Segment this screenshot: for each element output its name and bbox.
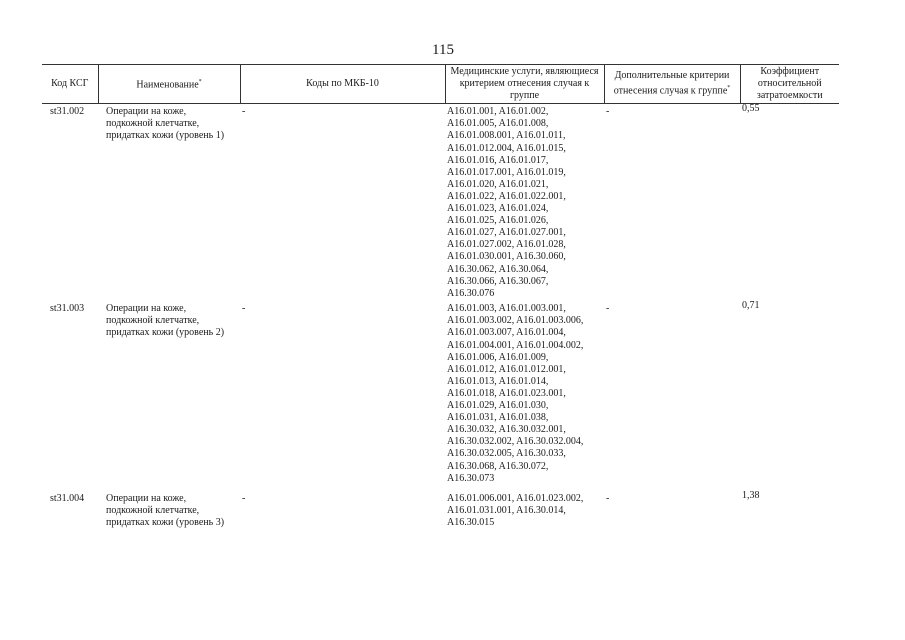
- mkb-codes: -: [242, 106, 246, 118]
- ksg-code: st31.004: [50, 493, 85, 505]
- header-medical-services: Медицинские услуги, являющиеся критерием отнесения случая к группе: [445, 65, 604, 104]
- footnote-mark: *: [727, 85, 731, 92]
- coefficient: 0,71: [742, 300, 760, 312]
- footnote-mark: *: [198, 79, 202, 86]
- ksg-name: Операции на коже, подкожной клетчатке, придатках кожи (уровень 2): [106, 303, 225, 339]
- header-name: Наименование*: [98, 65, 240, 104]
- table-row: [42, 301, 839, 491]
- mkb-codes: -: [242, 303, 246, 315]
- ksg-code: st31.003: [50, 303, 85, 315]
- ksg-code: st31.002: [50, 106, 85, 118]
- header-coefficient: Коэффициент относительной затратоемкости: [740, 65, 839, 104]
- additional-criteria: -: [606, 106, 610, 118]
- medical-services: A16.01.003, A16.01.003.001, A16.01.003.002, A16.01.003.006, A16.01.003.007, A16.01.004, A16.01.004.001, A16.01.004.002, A16.01.006, A16.01.009, A16.01.012, A16.01.012.001, A16.01.013, A16.01.014, A16.01.018, A16.01.023.001, A16.01.029, A16.01.030, A16.01.031, A16.01.038, A16.30.032, A16.30.032.001, A16.30.032.002, A16.30.032.004, A16.30.032.005, A16.30.033, A16.30.068, A16.30.072, A16.30.073: [447, 303, 584, 484]
- medical-services: A16.01.001, A16.01.002, A16.01.005, A16.01.008, A16.01.008.001, A16.01.011, A16.01.012.004, A16.01.015, A16.01.016, A16.01.017, A16.01.017.001, A16.01.019, A16.01.020, A16.01.021, A16.01.022, A16.01.022.001, A16.01.023, A16.01.024, A16.01.025, A16.01.026, A16.01.027, A16.01.027.001, A16.01.027.002, A16.01.028, A16.01.030.001, A16.30.060, A16.30.062, A16.30.064, A16.30.066, A16.30.067, A16.30.076: [447, 106, 566, 299]
- header-additional-criteria: Дополнительные критерии отнесения случая к группе*: [604, 65, 740, 104]
- ksg-name: Операции на коже, подкожной клетчатке, придатках кожи (уровень 1): [106, 106, 225, 142]
- coefficient: 1,38: [742, 490, 760, 502]
- table-row: [42, 104, 839, 302]
- ksg-name: Операции на коже, подкожной клетчатке, придатках кожи (уровень 3): [106, 493, 225, 529]
- header-mkb-codes: Коды по МКБ-10: [240, 65, 445, 104]
- medical-services: A16.01.006.001, A16.01.023.002, A16.01.031.001, A16.30.014, A16.30.015: [447, 493, 584, 529]
- table-row: [42, 491, 839, 529]
- additional-criteria: -: [606, 303, 610, 315]
- page-number: 115: [432, 42, 454, 58]
- table-header-row: [42, 65, 839, 104]
- ksg-table: [42, 64, 839, 530]
- additional-criteria: -: [606, 493, 610, 505]
- header-ksg-code: Код КСГ: [42, 65, 98, 104]
- coefficient: 0,55: [742, 103, 760, 115]
- mkb-codes: -: [242, 493, 246, 505]
